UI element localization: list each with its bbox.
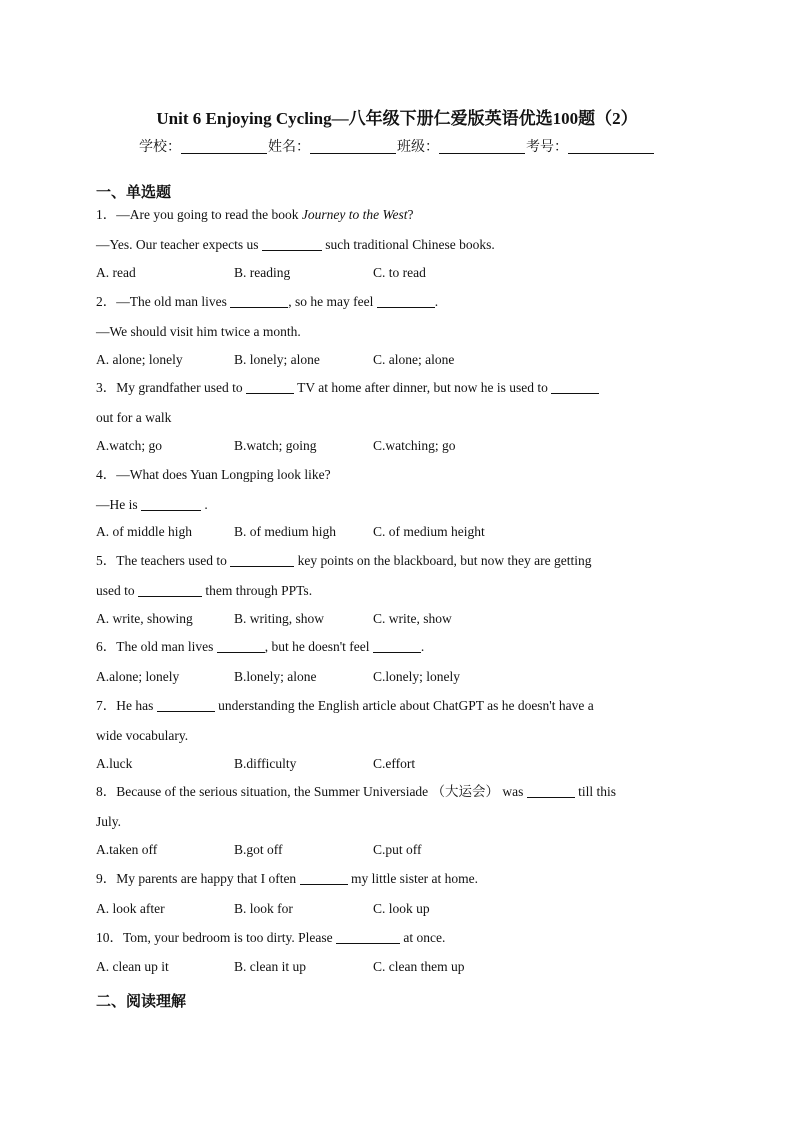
question-6-option-a[interactable]: A.alone; lonely bbox=[96, 669, 180, 684]
question-4-stem: 4．—What does Yuan Longping look like? bbox=[96, 467, 331, 482]
answer-blank[interactable] bbox=[141, 497, 201, 511]
question-3-cont: out for a walk bbox=[96, 410, 172, 425]
question-5-option-c[interactable]: C. write, show bbox=[373, 611, 452, 626]
question-2-stem: 2．—The old man lives , so he may feel . bbox=[96, 294, 439, 309]
answer-blank[interactable] bbox=[262, 237, 322, 251]
answer-blank[interactable] bbox=[217, 639, 265, 653]
question-7-cont: wide vocabulary. bbox=[96, 728, 189, 743]
question-10-option-c[interactable]: C. clean them up bbox=[373, 959, 465, 974]
question-1-option-a[interactable]: A. read bbox=[96, 265, 136, 280]
answer-blank[interactable] bbox=[138, 583, 202, 597]
question-7-option-c[interactable]: C.effort bbox=[373, 756, 416, 771]
section-heading-single-choice: 一、单选题 bbox=[96, 183, 172, 201]
school-blank[interactable] bbox=[181, 139, 267, 154]
question-10-stem: 10．Tom, your bedroom is too dirty. Please at once. bbox=[96, 930, 446, 945]
question-3-stem: 3．My grandfather used to TV at home after dinner, but now he is used to bbox=[96, 379, 599, 397]
question-8-option-a[interactable]: A.taken off bbox=[96, 842, 158, 857]
class-label: 班级： bbox=[397, 140, 439, 155]
number-blank[interactable] bbox=[568, 139, 654, 154]
class-blank[interactable] bbox=[439, 139, 525, 154]
question-8-option-c[interactable]: C.put off bbox=[373, 842, 422, 857]
question-4-reply: —He is . bbox=[96, 497, 208, 512]
question-5-stem: 5．The teachers used to key points on the blackboard, but now they are getting bbox=[96, 553, 592, 568]
answer-blank[interactable] bbox=[230, 294, 288, 308]
question-2-reply: —We should visit him twice a month. bbox=[96, 324, 301, 339]
question-2-option-a[interactable]: A. alone; lonely bbox=[96, 352, 183, 367]
question-4-option-a[interactable]: A. of middle high bbox=[96, 524, 192, 539]
book-title: Journey to the West bbox=[301, 207, 408, 222]
answer-blank[interactable] bbox=[551, 380, 599, 394]
question-8-cont: July. bbox=[96, 814, 122, 829]
question-4-option-b[interactable]: B. of medium high bbox=[234, 524, 336, 539]
question-8-option-b[interactable]: B.got off bbox=[234, 842, 283, 857]
answer-blank[interactable] bbox=[230, 553, 294, 567]
answer-blank[interactable] bbox=[527, 784, 575, 798]
page-title: Unit 6 Enjoying Cycling—八年级下册仁爱版英语优选100题（2） bbox=[156, 109, 638, 128]
question-6-option-c[interactable]: C.lonely; lonely bbox=[373, 669, 460, 684]
number-label: 考号： bbox=[526, 140, 568, 155]
answer-blank[interactable] bbox=[300, 871, 348, 885]
question-7-option-a[interactable]: A.luck bbox=[96, 756, 133, 771]
question-3-option-a[interactable]: A.watch; go bbox=[96, 438, 162, 453]
answer-blank[interactable] bbox=[157, 698, 215, 712]
question-1-option-b[interactable]: B. reading bbox=[234, 265, 291, 280]
question-6-stem: 6．The old man lives , but he doesn't feel . bbox=[96, 639, 425, 654]
question-6-option-b[interactable]: B.lonely; alone bbox=[234, 669, 317, 684]
section-heading-reading: 二、阅读理解 bbox=[96, 992, 187, 1010]
answer-blank[interactable] bbox=[246, 380, 294, 394]
question-7-option-b[interactable]: B.difficulty bbox=[234, 756, 297, 771]
question-9-option-c[interactable]: C. look up bbox=[373, 901, 430, 916]
question-5-cont: used to them through PPTs. bbox=[96, 583, 313, 598]
question-10-option-a[interactable]: A. clean up it bbox=[96, 959, 169, 974]
question-9-option-b[interactable]: B. look for bbox=[234, 901, 293, 916]
question-1-stem: 1．—Are you going to read the book Journey to the West? bbox=[96, 207, 414, 222]
question-1-reply: —Yes. Our teacher expects us such traditional Chinese books. bbox=[96, 237, 495, 252]
student-info-line bbox=[0, 136, 794, 156]
answer-blank[interactable] bbox=[373, 639, 421, 653]
name-label: 姓名： bbox=[268, 140, 310, 155]
question-9-stem: 9．My parents are happy that I often my little sister at home. bbox=[96, 871, 479, 886]
answer-blank[interactable] bbox=[336, 930, 400, 944]
answer-blank[interactable] bbox=[377, 294, 435, 308]
question-10-option-b[interactable]: B. clean it up bbox=[234, 959, 306, 974]
question-1-option-c[interactable]: C. to read bbox=[373, 265, 426, 280]
school-label: 学校： bbox=[139, 140, 181, 155]
question-7-stem: 7．He has understanding the English article about ChatGPT as he doesn't have a bbox=[96, 698, 594, 713]
name-blank[interactable] bbox=[310, 139, 396, 154]
question-8-stem: 8．Because of the serious situation, the Summer Universiade （大运会） was till this bbox=[96, 784, 617, 799]
question-3-option-c[interactable]: C.watching; go bbox=[373, 438, 456, 453]
question-2-option-c[interactable]: C. alone; alone bbox=[373, 352, 455, 367]
question-5-option-b[interactable]: B. writing, show bbox=[234, 611, 325, 626]
question-4-option-c[interactable]: C. of medium height bbox=[373, 524, 485, 539]
question-9-option-a[interactable]: A. look after bbox=[96, 901, 165, 916]
question-5-option-a[interactable]: A. write, showing bbox=[96, 611, 193, 626]
question-3-option-b[interactable]: B.watch; going bbox=[234, 438, 317, 453]
question-2-option-b[interactable]: B. lonely; alone bbox=[234, 352, 320, 367]
